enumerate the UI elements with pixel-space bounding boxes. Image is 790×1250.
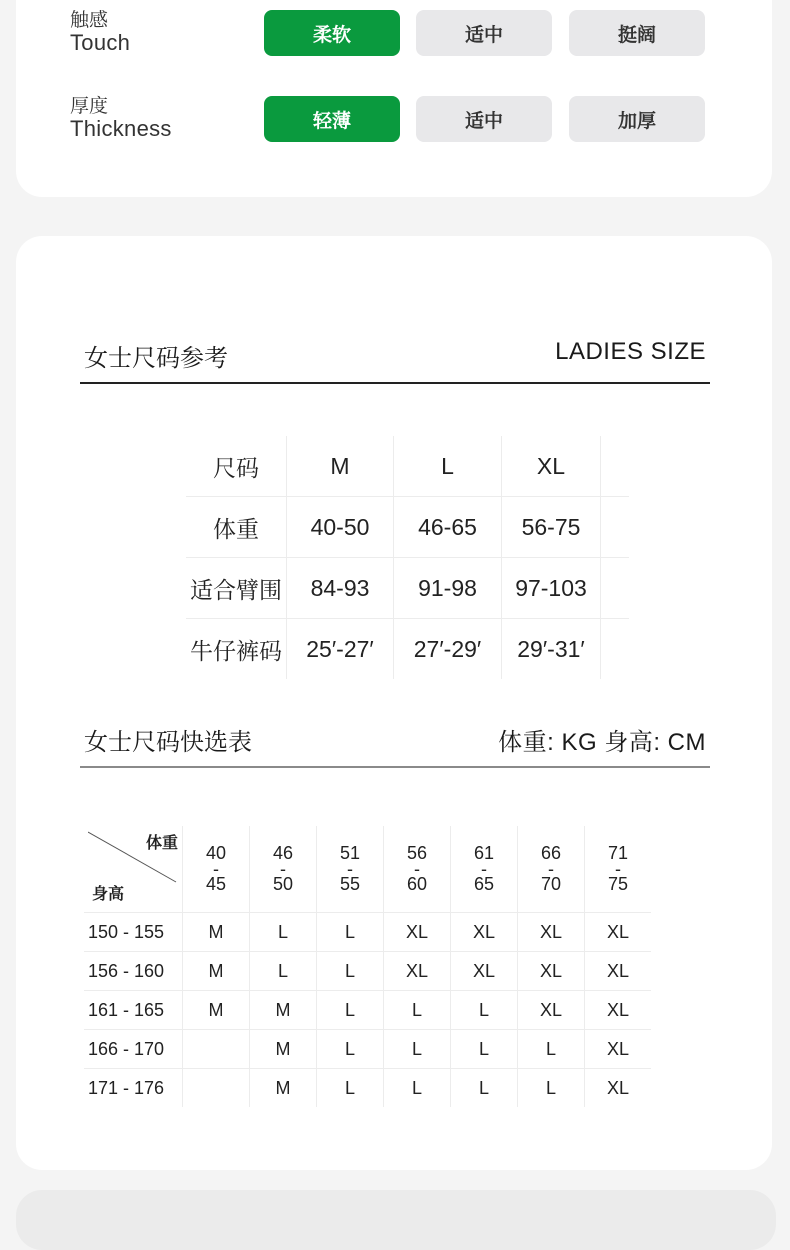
table-row xyxy=(84,1030,651,1069)
size-cell xyxy=(183,1069,250,1108)
table-header-row xyxy=(84,826,651,913)
size-cell: XL xyxy=(518,952,585,991)
table-row xyxy=(84,952,651,991)
size-cell: XL xyxy=(585,991,652,1030)
table-row xyxy=(84,1069,651,1108)
size-cell: L xyxy=(317,952,384,991)
height-range-cell: 161 - 165 xyxy=(84,991,183,1030)
size-cell: L xyxy=(518,1030,585,1069)
table-cell: M xyxy=(287,436,394,497)
weight-max: 50 xyxy=(272,874,294,894)
table-row xyxy=(186,619,629,680)
weight-max: 65 xyxy=(473,874,495,894)
size-cell: L xyxy=(250,952,317,991)
ladies-size-title: 女士尺码参考 xyxy=(84,345,228,372)
table-cell: 适合臂围 xyxy=(186,558,287,619)
table-cell xyxy=(601,619,630,680)
option-touch-soft: 柔软 xyxy=(264,10,400,56)
height-range-cell: 171 - 176 xyxy=(84,1069,183,1108)
size-cell: M xyxy=(250,1030,317,1069)
table-row xyxy=(84,913,651,952)
attribute-label xyxy=(70,96,172,140)
weight-max: 75 xyxy=(607,874,629,894)
size-cell: L xyxy=(317,913,384,952)
fabric-attributes-card xyxy=(16,0,772,197)
table-cell: 牛仔裤码 xyxy=(186,619,287,680)
weight-min: 51 xyxy=(339,843,361,863)
attribute-label-zh: 厚度 xyxy=(70,96,109,117)
size-cell: M xyxy=(183,952,250,991)
height-range-cell: 150 - 155 xyxy=(84,913,183,952)
table-cell: 25′-27′ xyxy=(287,619,394,680)
size-cell: M xyxy=(183,913,250,952)
quick-select-units: 体重: KG 身高: CM xyxy=(498,729,706,756)
table-cell: 56-75 xyxy=(502,497,601,558)
table-cell: 97-103 xyxy=(502,558,601,619)
table-cell: XL xyxy=(502,436,601,497)
size-cell xyxy=(183,1030,250,1069)
weight-min: 46 xyxy=(272,843,294,863)
divider xyxy=(80,766,710,768)
attribute-label-en: Thickness xyxy=(70,116,172,141)
option-touch-medium: 适中 xyxy=(416,10,552,56)
table-row xyxy=(84,991,651,1030)
weight-range-header: 40 - 45 xyxy=(183,826,250,913)
height-range-cell: 156 - 160 xyxy=(84,952,183,991)
table-cell: 40-50 xyxy=(287,497,394,558)
size-cell: L xyxy=(317,1030,384,1069)
corner-weight-label: 体重 xyxy=(145,835,178,852)
attribute-row-thickness xyxy=(16,96,772,156)
table-cell xyxy=(601,436,630,497)
size-cell: L xyxy=(518,1069,585,1108)
weight-min: 56 xyxy=(406,843,428,863)
attribute-row-touch xyxy=(16,10,772,70)
size-cell: XL xyxy=(606,1077,630,1098)
table-row xyxy=(186,497,629,558)
weight-max: 70 xyxy=(540,874,562,894)
size-cell: XL xyxy=(518,991,585,1030)
size-cell: XL xyxy=(585,952,652,991)
size-cell: XL xyxy=(384,952,451,991)
size-cell: M xyxy=(250,1069,317,1108)
size-cell: XL xyxy=(518,913,585,952)
table-row xyxy=(186,558,629,619)
size-cell: L xyxy=(317,991,384,1030)
table-cell: 27′-29′ xyxy=(394,619,502,680)
size-cell: L xyxy=(451,1069,518,1108)
size-cell: L xyxy=(451,991,518,1030)
table-row xyxy=(186,436,629,497)
weight-max: 45 xyxy=(205,874,227,894)
table-cell: L xyxy=(394,436,502,497)
size-cell: XL xyxy=(585,913,652,952)
size-cell: M xyxy=(250,991,317,1030)
table-cell xyxy=(601,497,630,558)
weight-range-header: 71 - 75 xyxy=(585,826,652,913)
weight-min: 61 xyxy=(473,843,495,863)
height-range-cell: 166 - 170 xyxy=(84,1030,183,1069)
weight-max: 55 xyxy=(339,874,361,894)
size-cell: L xyxy=(317,1069,384,1108)
weight-range-header: 56 - 60 xyxy=(384,826,451,913)
size-cell: L xyxy=(384,991,451,1030)
size-cell: XL xyxy=(451,913,518,952)
size-cell: L xyxy=(384,1069,451,1108)
option-thickness-thin: 轻薄 xyxy=(264,96,400,142)
size-chart-card xyxy=(16,236,772,1170)
attribute-label-en: Touch xyxy=(70,30,131,55)
size-cell: XL xyxy=(451,952,518,991)
size-cell: XL xyxy=(384,913,451,952)
size-cell: L xyxy=(384,1030,451,1069)
table-cell: 尺码 xyxy=(186,436,287,497)
corner-cell xyxy=(84,826,183,913)
weight-range-header: 61 - 65 xyxy=(451,826,518,913)
quick-select-title: 女士尺码快选表 xyxy=(84,729,252,756)
attribute-label-zh: 触感 xyxy=(70,10,109,31)
weight-range-header: 66 - 70 xyxy=(518,826,585,913)
size-cell: M xyxy=(183,991,250,1030)
table-cell: 84-93 xyxy=(287,558,394,619)
table-cell xyxy=(601,558,630,619)
quick-select-table xyxy=(84,826,651,1107)
weight-max: 60 xyxy=(406,874,428,894)
option-thickness-thick: 加厚 xyxy=(569,96,705,142)
divider xyxy=(80,382,710,384)
size-cell: XL xyxy=(585,1030,652,1069)
size-cell: L xyxy=(451,1030,518,1069)
table-cell: 体重 xyxy=(186,497,287,558)
weight-range-header: 46 - 50 xyxy=(250,826,317,913)
attribute-label xyxy=(70,10,130,54)
table-cell: 91-98 xyxy=(394,558,502,619)
ladies-size-table xyxy=(186,436,629,679)
weight-min: 71 xyxy=(607,843,629,863)
weight-min: 66 xyxy=(540,843,562,863)
ladies-size-label: LADIES SIZE xyxy=(555,338,706,365)
next-card xyxy=(16,1190,776,1250)
option-touch-stiff: 挺阔 xyxy=(569,10,705,56)
option-thickness-medium: 适中 xyxy=(416,96,552,142)
weight-range-header: 51 - 55 xyxy=(317,826,384,913)
size-cell: L xyxy=(250,913,317,952)
table-cell: 29′-31′ xyxy=(502,619,601,680)
table-cell: 46-65 xyxy=(394,497,502,558)
weight-min: 40 xyxy=(205,843,227,863)
corner-height-label: 身高 xyxy=(92,886,125,903)
